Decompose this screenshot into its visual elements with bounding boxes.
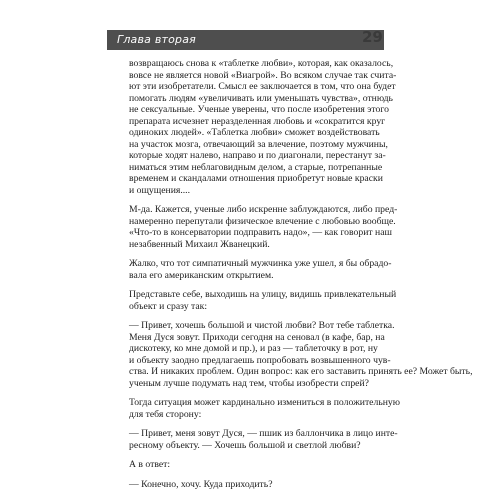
text-line: возвращаюсь снова к «таблетке любви», которая, как оказалось, <box>129 58 394 69</box>
text-line: на участок мозга, отвечающий за влечение, поэтому мужчины, <box>129 138 388 150</box>
paragraph <box>129 479 381 491</box>
paragraph <box>129 320 473 389</box>
text-line: Представьте себе, выходишь на улицу, видишь привлекательный <box>129 289 397 300</box>
text-line: которые ходят налево, направо и по диагонали, перестанут за- <box>129 150 386 161</box>
paragraph <box>129 428 398 451</box>
text-line: и объекту заодно предлагаешь попробовать возвышенного чув- <box>129 354 391 366</box>
text-line: дискотеку, ко мне домой и пр.), и раз — таблеточку в рот, ну <box>129 343 378 354</box>
paragraph <box>129 397 401 420</box>
text-line: одиноких людей». «Таблетка любви» сможет воздействовать <box>129 127 380 138</box>
text-line: ют эти изобретатели. Смысл ее заключается в том, что она будет <box>129 81 396 92</box>
paragraph <box>129 258 392 281</box>
text-line: Жалко, что тот симпатичный мужчинка уже ушел, я бы обрадо- <box>129 258 392 269</box>
text-line: — Конечно, хочу. Куда приходить? <box>129 478 273 490</box>
text-line: ниматься этим неблаговидным делом, а старые, потрепанные <box>129 161 383 173</box>
text-line: препарата исчезнет неразделенная любовь и «сократится круг <box>129 115 386 127</box>
text-line: временем и скандалами отношения приобретут новые краски <box>129 173 383 184</box>
text-line: ресному объекту. — Хочешь большой и светлой любви? <box>129 439 361 451</box>
text-line: «Что-то в консерватории подправить надо», — как говорит наш <box>129 227 392 238</box>
text-line: — Привет, меня зовут Дуся, — пшик из баллончика в лицо инте- <box>129 428 398 439</box>
body-text <box>129 58 473 498</box>
text-line: незабвенный Михаил Жванецкий. <box>129 238 270 250</box>
text-line: А в ответ: <box>129 459 171 470</box>
paragraph <box>129 459 381 471</box>
paragraph <box>129 289 397 312</box>
text-line: помогать людям «увеличивать или уменьшать чувства», отнюдь <box>129 92 393 104</box>
text-line: для тебя сторону: <box>129 408 202 420</box>
text-line: вала его американским открытием. <box>129 269 274 281</box>
text-line: ства. И никаких проблем. Один вопрос: как его заставить принять ее? Может быть, <box>129 366 473 377</box>
page-number: 29 <box>362 28 383 46</box>
text-line: ученым лучше подумать над тем, чтобы изобрести спрей? <box>129 377 369 389</box>
text-line: и ощущения.... <box>129 184 191 196</box>
text-line: Тогда ситуация может кардинально измениться в положительную <box>129 397 401 408</box>
text-line: намеренно перепутали физическое влечение с любовью вообще. <box>129 215 396 227</box>
paragraph <box>129 58 397 196</box>
paragraph <box>129 204 398 250</box>
text-line: вовсе не является новой «Виагрой». Во всяком случае так счита- <box>129 69 397 81</box>
text-line: М-да. Кажется, ученые либо искренне заблуждаются, либо пред- <box>129 204 398 215</box>
text-line: — Привет, хочешь большой и чистой любви? Вот тебе таблетка. <box>129 320 395 331</box>
text-line: объект и сразу так: <box>129 300 208 312</box>
chapter-title: Глава вторая <box>117 33 196 46</box>
text-line: Меня Дуся зовут. Приходи сегодня на сеновал (в кафе, бар, на <box>129 331 385 343</box>
text-line: не сексуальные. Ученые уверены, что после изобретения этого <box>129 104 389 115</box>
